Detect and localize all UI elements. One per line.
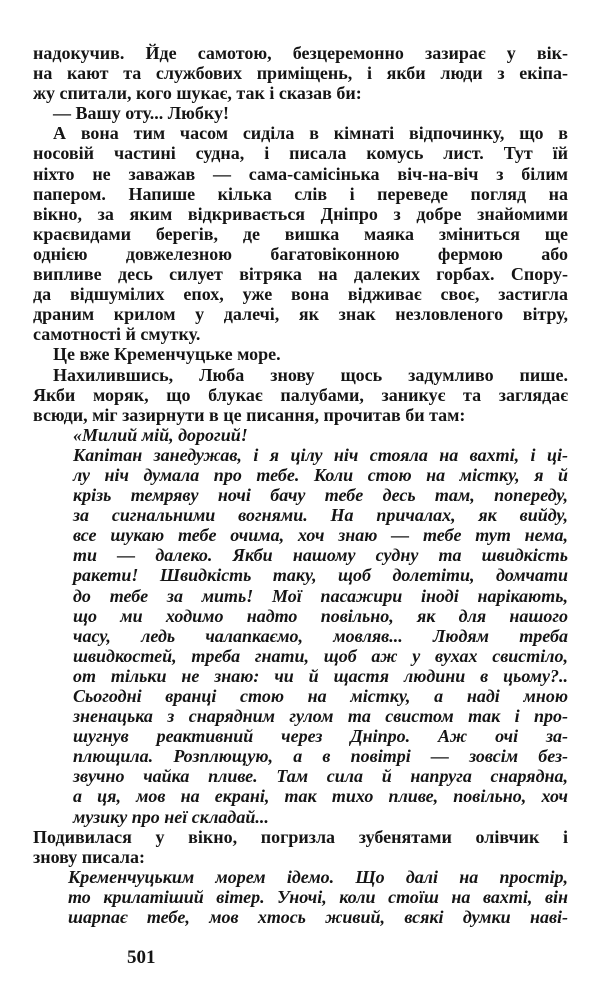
text-line: жу спитали, кого шукає, так і сказав би: [33,83,362,104]
text-line: Кременчуцьким морем ідемо. Що далі на простір, [68,866,568,887]
text-line: що ми ходимо надто повільно, як для нашого [73,605,568,626]
text-line: надокучив. Йде самотою, безцеремонно зазирає у вік- [33,43,568,63]
text-line: Капітан занедужав, і я цілу ніч стояла на вахті, і ці- [73,444,568,465]
text-line: всюди, міг зазирнути в це писання, прочитав би там: [33,404,466,425]
text-line: да відшумілих епох, уже вона відживає своє, застигла [33,284,568,305]
paragraph [33,344,568,364]
paragraph [33,827,568,867]
text-line: самотності й смутку. [33,324,201,345]
text-line: за сигнальними вогнями. На причалах, як вийду, [73,505,568,526]
text-line: часу, ледь чалапкаємо, мовляв... Людям треба [73,625,568,646]
text-line: до тебе за мить! Мої пасажири іноді нарікають, [73,585,568,606]
text-line: Це вже Кременчуцьке море. [53,344,281,365]
text-line: вікно, за яким відкривається Дніпро з добре знайомими [33,203,568,224]
page-number: 501 [127,947,156,968]
text-line: ніхто не заважав — сама-самісінька віч-на-віч з білим [33,163,568,184]
text-line: на кают та службових приміщень, і якби люди з екіпа- [33,63,568,84]
text-line: однією довжелезною багатовіконною фермою або [33,243,568,264]
text-line: Нахилившись, Люба знову щось задумливо пише. [53,364,568,385]
text-line: драним крилом у далечі, як знак незловленого вітру, [33,304,568,325]
text-line: знову писала: [33,846,145,867]
text-line: краєвидами берегів, де вишка маяка зміниться ще [33,223,568,244]
text-line: ракети! Швидкість таку, щоб долетіти, домчати [73,565,568,586]
text-line: крізь темряву ночі бачу тебе десь там, попереду, [73,485,568,506]
text-line: шугнув реактивний через Дніпро. Аж очі за- [73,726,568,747]
text-line: Якби моряк, що блукає палубами, заникує та заглядає [33,384,568,405]
page-body-text [33,43,568,927]
letter-paragraph [33,425,568,445]
text-line: Сьогодні вранці стою на містку, а наді мною [73,686,568,706]
text-line: «Милий мій, дорогий! [73,424,248,445]
text-line: випливе десь силует вітряка на далеких горбах. Спору- [33,264,568,285]
text-line: — Вашу оту... Любку! [53,103,230,124]
text-line: от тільки не знаю: чи й щастя людини в цьому?.. [73,665,568,686]
text-line: то крилатіший вітер. Уночі, коли стоїш на вахті, він [68,886,568,907]
paragraph [33,123,568,344]
text-line: носовій частині судна, і писала комусь лист. Тут їй [33,143,568,164]
letter-paragraph [33,867,568,927]
text-line: Подивилася у вікно, погризла зубенятами олівчик і [33,826,568,847]
paragraph [33,365,568,425]
text-line: музику про неї складай... [73,806,269,827]
text-line: а ця, мов на екрані, так тихо пливе, повільно, хоч [73,786,568,807]
text-line: папером. Напише кілька слів і переведе погляд на [33,183,568,204]
paragraph [33,103,568,123]
text-line: А вона тим часом сиділа в кімнаті відпочинку, що в [53,123,568,144]
letter-paragraph [33,445,568,827]
text-line: швидкостей, треба гнати, щоб аж у вухах свистіло, [73,645,568,666]
text-line: зненацька з снарядним гулом та свистом так і про- [73,706,568,727]
text-line: все шукаю тебе очима, хоч знаю — тебе тут нема, [73,525,568,546]
text-line: плющила. Розплющую, а в повітрі — зовсім без- [73,746,568,767]
text-line: лу ніч думала про тебе. Коли стою на містку, я й [73,464,568,485]
text-line: шарпає тебе, мов хтось живий, всякі думки наві- [68,907,568,928]
text-line: звучно чайка пливе. Там сила й напруга снарядна, [73,766,568,787]
paragraph [33,43,568,103]
text-line: ти — далеко. Якби нашому судну та швидкість [73,545,568,566]
